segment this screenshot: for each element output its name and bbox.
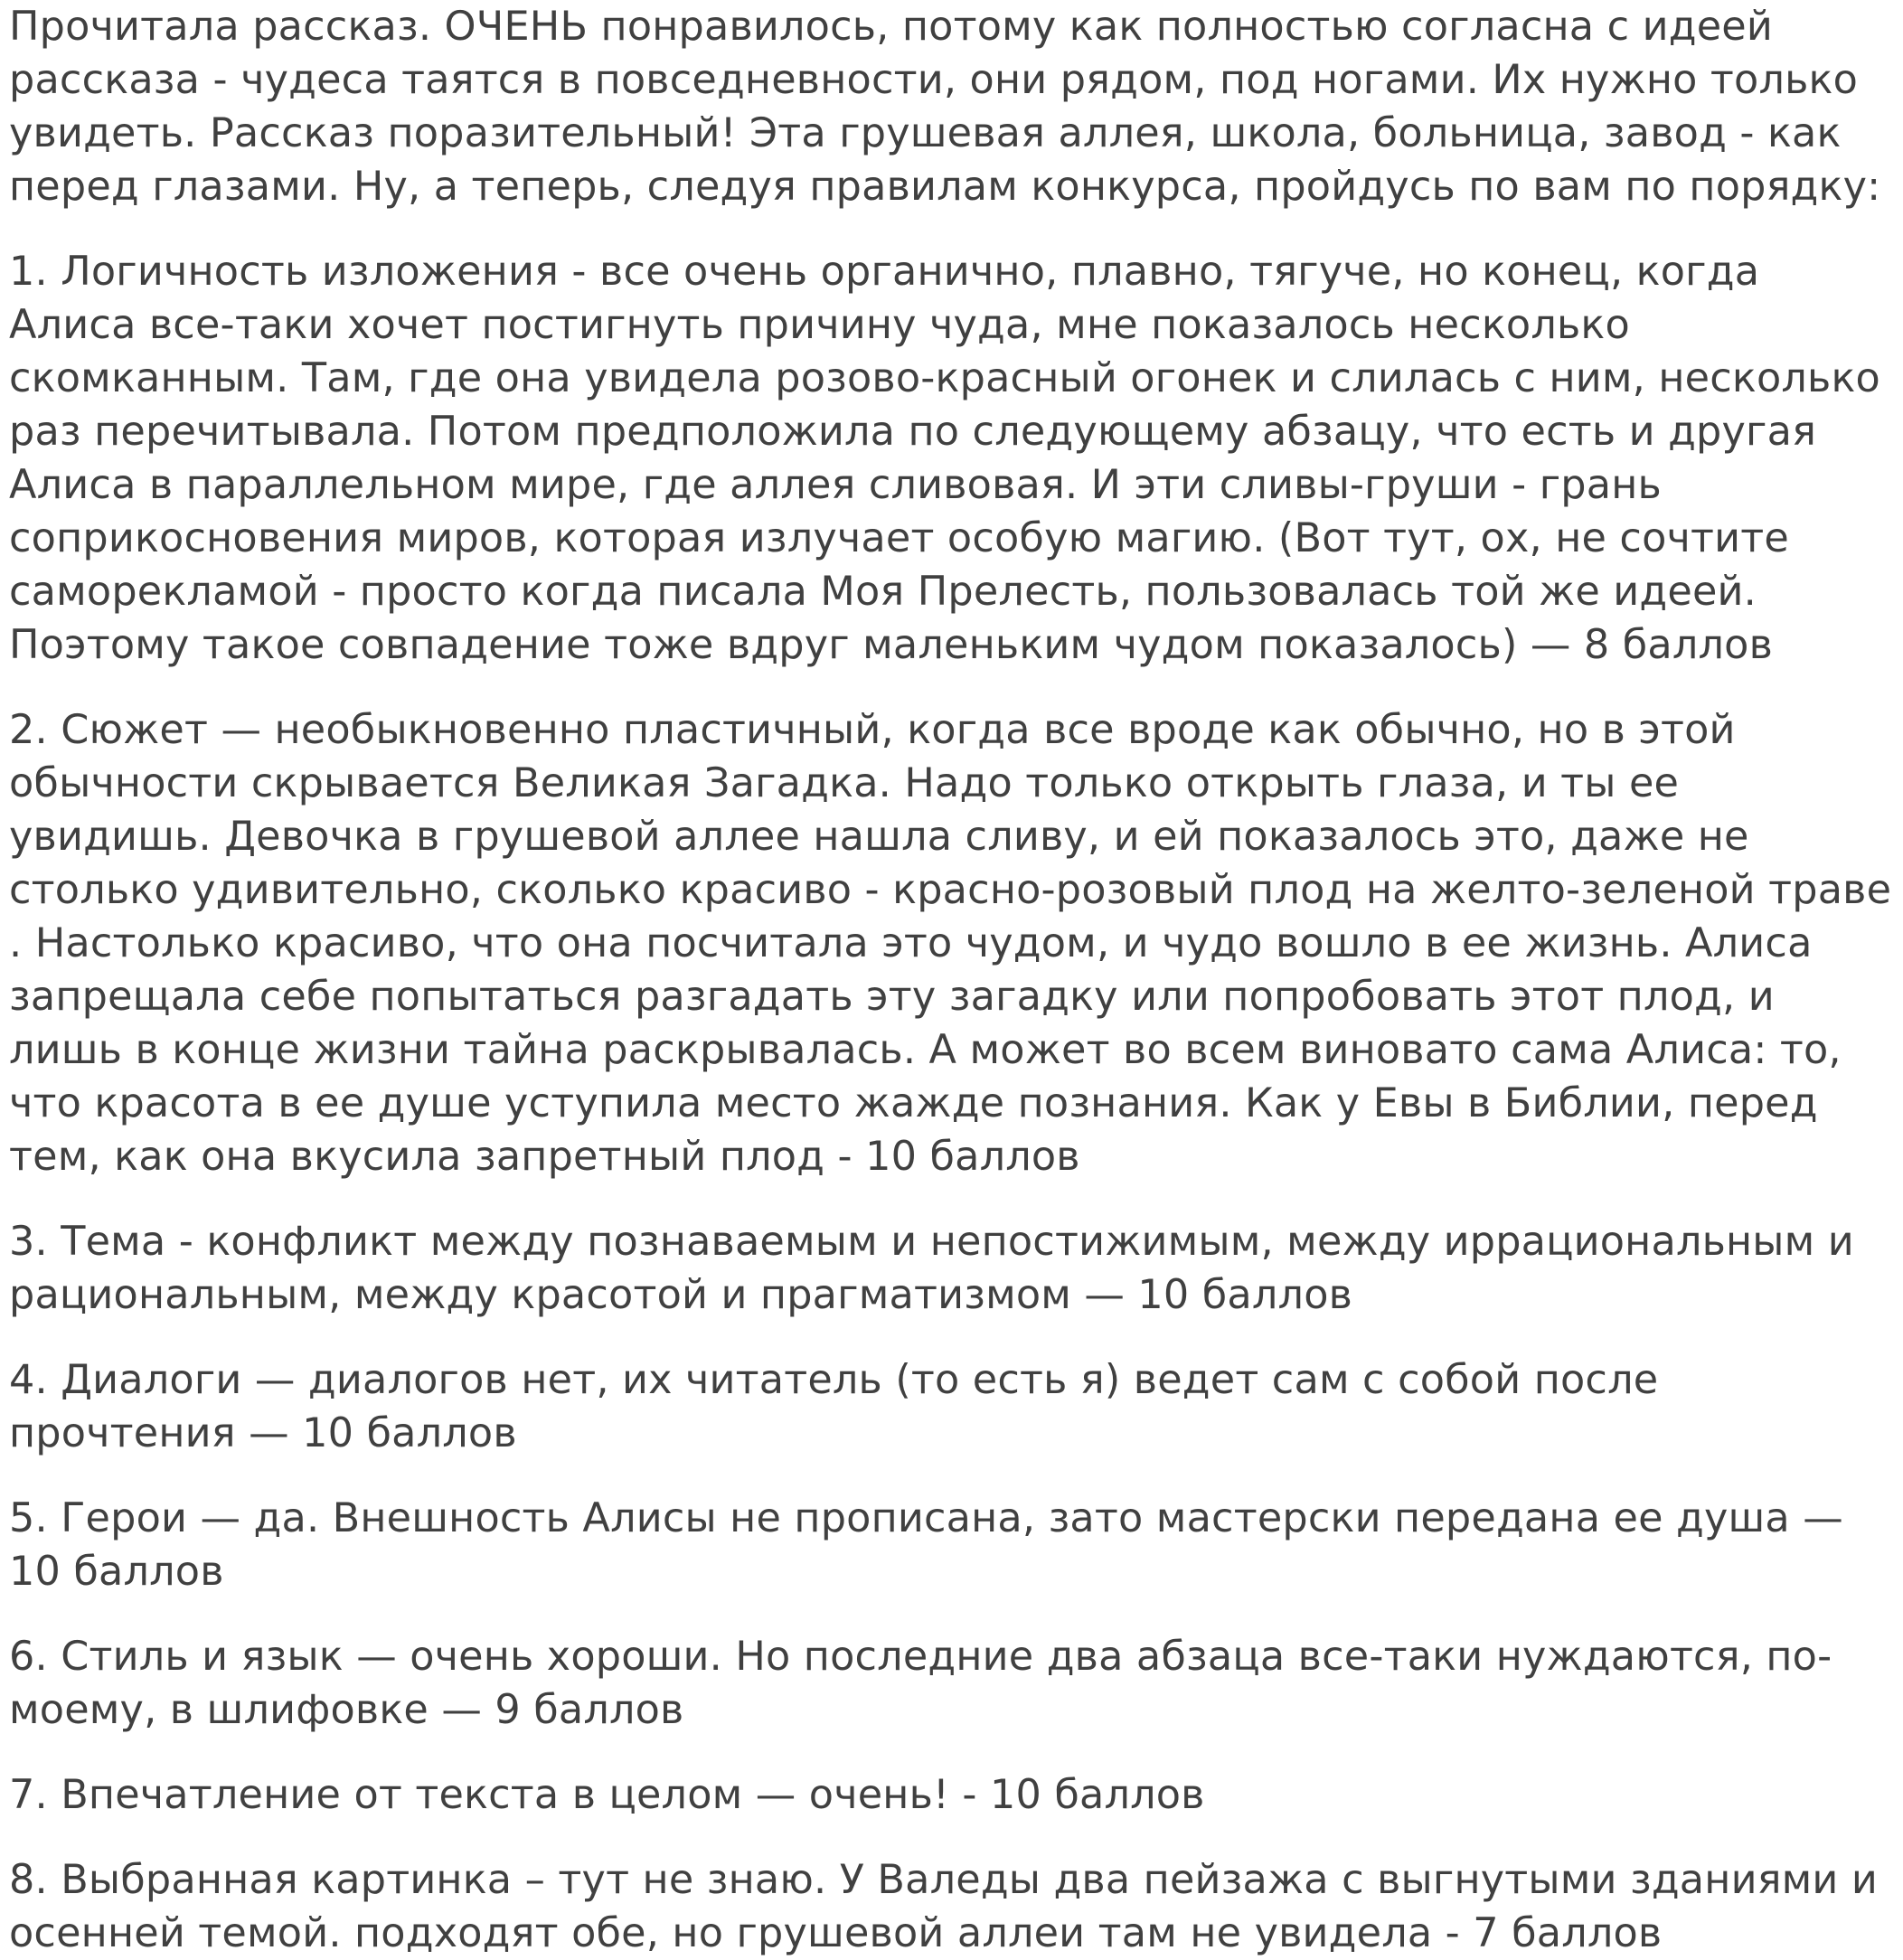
criterion-dialogues: 4. Диалоги — диалогов нет, их читатель (то есть я) ведет сам с собой после прочтения — 10 баллов <box>9 1357 1659 1456</box>
criterion-logic: 1. Логичность изложения - все очень органично, плавно, тягуче, но конец, когда Алиса все-таки хочет постигнуть причину чуда, мне показалось несколько скомканным. Там, где она увидела розово-красный огонек и слилась с ним, несколько раз перечитывала. Потом предположила по следующему абзацу, что есть и другая Алиса в параллельном мире, где аллея сливовая. И эти сливы-груши - грань соприкосновения миров, которая излучает особую магию. (Вот тут, ох, не сочтите саморекламой - просто когда писала Моя Прелесть, пользовалась той же идеей. Поэтому такое совпадение тоже вдруг маленьким чудом показалось) — 8 баллов <box>9 249 1880 668</box>
criterion-style: 6. Стиль и язык — очень хороши. Но последние два абзаца все-таки нуждаются, по-моему, в шлифовке — 9 баллов <box>9 1634 1832 1733</box>
criterion-plot: 2. Сюжет — необыкновенно пластичный, когда все вроде как обычно, но в этой обычности скрывается Великая Загадка. Надо только открыть глаза, и ты ее увидишь. Девочка в грушевой аллее нашла сливу, и ей показалось это, даже не столько удивительно, сколько красиво - красно-розовый плод на желто-зеленой траве . Настолько красиво, что она посчитала это чудом, и чудо вошло в ее жизнь. Алиса запрещала себе попытаться разгадать эту загадку или попробовать этот плод, и лишь в конце жизни тайна раскрывалась. А может во всем виновато сама Алиса: то, что красота в ее душе уступила место жажде познания. Как у Евы в Библии, перед тем, как она вкусила запретный плод - 10 баллов <box>9 707 1892 1180</box>
criterion-theme: 3. Тема - конфликт между познаваемым и непостижимым, между иррациональным и рациональным, между красотой и прагматизмом — 10 баллов <box>9 1219 1854 1318</box>
criterion-picture: 8. Выбранная картинка – тут не знаю. У Валеды два пейзажа с выгнутыми зданиями и осенней темой. подходят обе, но грушевой аллеи там не увидела - 7 баллов <box>9 1857 1879 1956</box>
criterion-characters: 5. Герои — да. Внешность Алисы не прописана, зато мастерски передана ее душа — 10 баллов <box>9 1495 1843 1595</box>
review-intro: Прочитала рассказ. ОЧЕНЬ понравилось, потому как полностью согласна с идеей рассказа - чудеса таятся в повседневности, они рядом, под ногами. Их нужно только увидеть. Рассказ поразительный! Эта грушевая аллея, школа, больница, завод - как перед глазами. Ну, а теперь, следуя правилам конкурса, пройдусь по вам по порядку: <box>9 4 1881 210</box>
criterion-impression: 7. Впечатление от текста в целом — очень! - 10 баллов <box>9 1772 1205 1818</box>
